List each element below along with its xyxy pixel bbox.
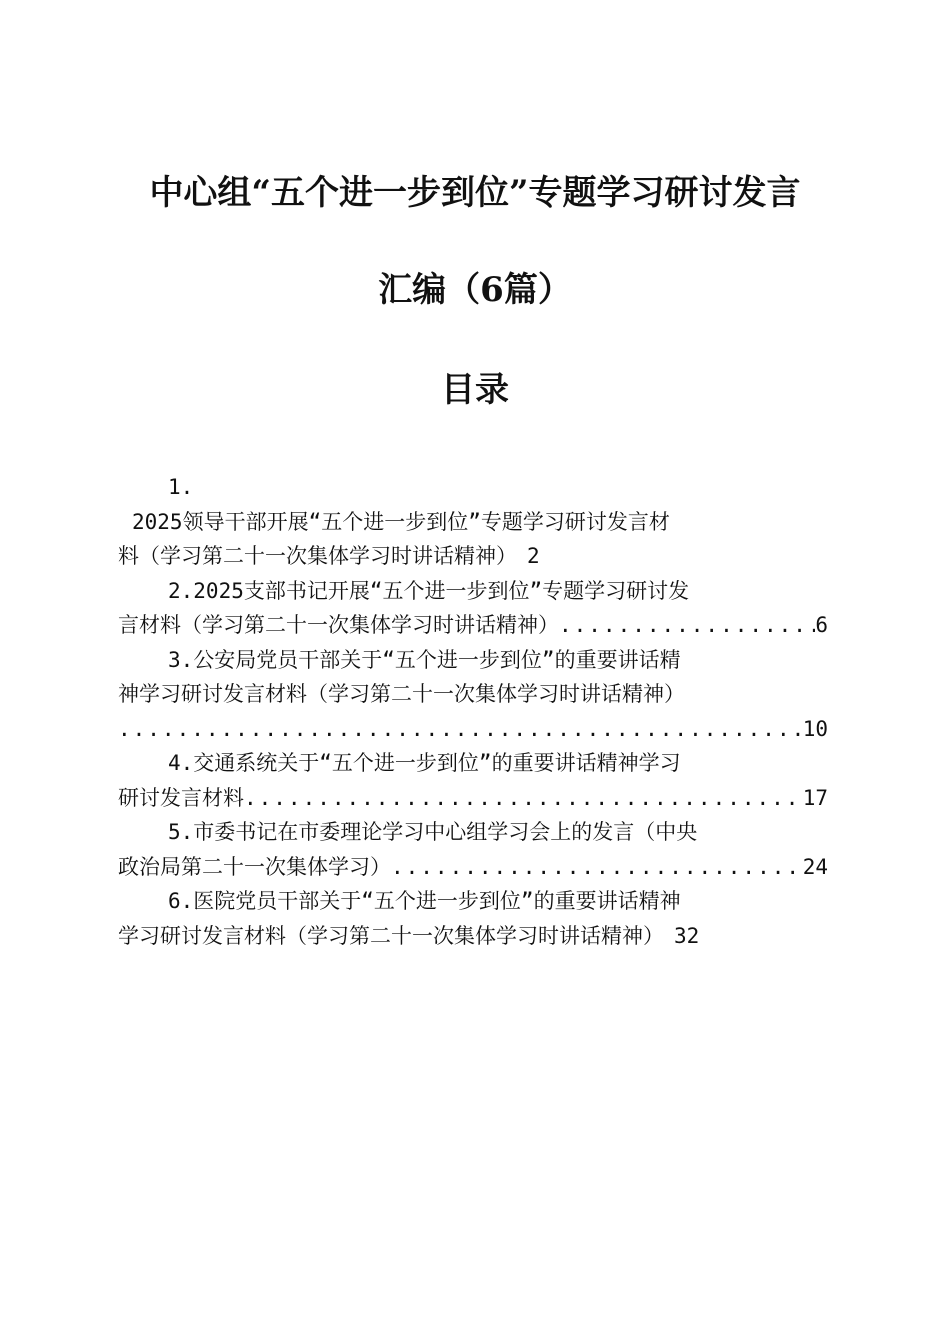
toc-entry-title-line: 6.医院党员干部关于“五个进一步到位”的重要讲话精神 (168, 889, 681, 913)
toc-entry-5[interactable] (118, 815, 828, 884)
toc-entry-1[interactable] (118, 470, 828, 574)
toc-entry-6[interactable] (118, 884, 828, 953)
toc-entry-leader-row (118, 712, 828, 747)
toc-page-number: 10 (802, 716, 828, 741)
toc-entry-title-tail: 政治局第二十一次集体学习） (118, 854, 391, 879)
dot-leader (118, 712, 803, 747)
toc-entry-leader-row (118, 850, 828, 885)
document-title-line-1: 中心组“五个进一步到位”专题学习研讨发言 (149, 173, 801, 213)
toc-entry-title-tail: 料（学习第二十一次集体学习时讲话精神） (118, 544, 517, 568)
dot-leader (391, 850, 803, 885)
toc-entry-title-tail: 学习研讨发言材料（学习第二十一次集体学习时讲话精神） (118, 923, 664, 948)
toc-entry-title-line: 2.2025支部书记开展“五个进一步到位”专题学习研讨发 (168, 578, 690, 603)
toc-entry-2[interactable] (118, 574, 828, 643)
toc-page-number: 32 (674, 923, 700, 948)
toc-entry-leader-row (118, 608, 828, 643)
toc-entry-title-line: 4.交通系统关于“五个进一步到位”的重要讲话精神学习 (168, 751, 681, 775)
toc-page-number: 17 (802, 785, 828, 810)
dot-leader (559, 608, 815, 643)
toc-entry-title-tail: 研讨发言材料 (118, 785, 244, 810)
document-title-line-2: 汇编（6篇） (378, 270, 572, 310)
toc-entry-4[interactable] (118, 746, 828, 815)
toc-entry-title-tail: 言材料（学习第二十一次集体学习时讲话精神） (118, 613, 559, 637)
toc-entry-3[interactable] (118, 643, 828, 747)
toc-page-number: 2 (527, 544, 540, 568)
toc-entry-title-tail: 神学习研讨发言材料（学习第二十一次集体学习时讲话精神） (118, 682, 685, 706)
toc-entry-title-line: 5.市委书记在市委理论学习中心组学习会上的发言（中央 (168, 820, 698, 844)
toc-page-number: 6 (815, 613, 828, 637)
toc-entry-title-line-end (118, 539, 828, 574)
toc-entry-title-line-end (118, 919, 828, 954)
toc-entry-title-line: 2025领导干部开展“五个进一步到位”专题学习研讨发言材 (132, 509, 670, 534)
toc-entry-number: 1. (168, 475, 194, 499)
toc-entry-leader-row (118, 781, 828, 816)
toc-page-number: 24 (802, 854, 828, 879)
dot-leader (244, 781, 803, 816)
toc-entry-title-line: 3.公安局党员干部关于“五个进一步到位”的重要讲话精 (168, 647, 681, 672)
table-of-contents (118, 470, 828, 953)
toc-heading: 目录 (441, 370, 509, 410)
